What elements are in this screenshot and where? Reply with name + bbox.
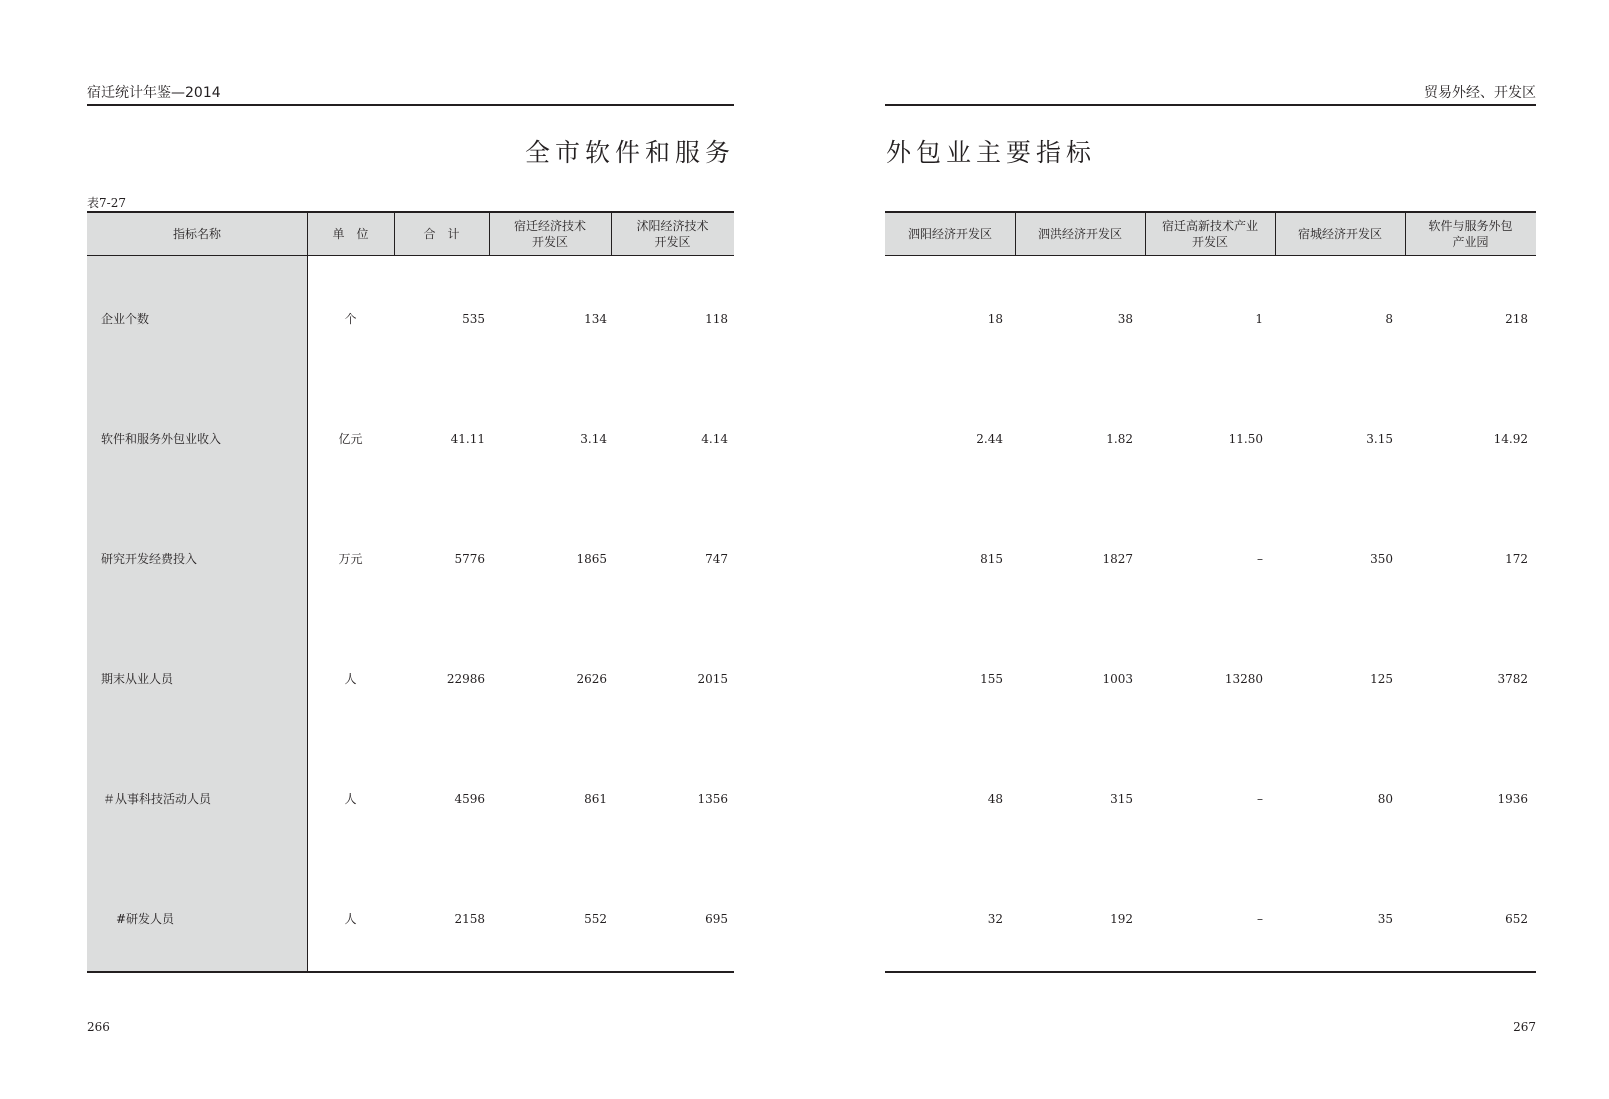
cell-total: 2158	[454, 912, 485, 926]
cell-sihong: 1827	[1102, 552, 1133, 566]
cell-shuyang-etdz: 747	[705, 552, 728, 566]
header-indicator: 指标名称	[172, 226, 221, 241]
cell-software-park: 172	[1505, 552, 1528, 566]
row-label-sci-tech-staff: ＃从事科技活动人员	[103, 792, 212, 806]
cell-suqian-hitech: –	[1257, 792, 1263, 806]
cell-software-park: 652	[1505, 912, 1528, 926]
cell-suqian-etdz: 134	[584, 312, 607, 326]
header-line: 宿迁经济技术	[513, 218, 586, 233]
cell-siyang: 48	[987, 792, 1003, 806]
cell-total: 5776	[454, 552, 485, 566]
row-label-revenue: 软件和服务外包业收入	[101, 432, 222, 446]
running-head-left: 宿迁统计年鉴—2014	[87, 85, 221, 101]
cell-total: 22986	[446, 672, 485, 686]
cell-unit: 人	[344, 912, 357, 926]
cell-unit: 亿元	[338, 432, 363, 446]
cell-unit: 万元	[338, 552, 363, 566]
header-shuyang-etdz	[611, 212, 734, 255]
cell-suqian-hitech: –	[1257, 552, 1263, 566]
row-label-employees: 期末从业人员	[101, 672, 174, 686]
cell-siyang: 18	[987, 312, 1003, 326]
table-bottom-rule-left	[87, 971, 734, 973]
cell-total: 41.11	[450, 432, 485, 446]
cell-shuyang-etdz: 1356	[697, 792, 728, 806]
cell-suqian-hitech: 11.50	[1228, 432, 1263, 446]
table-bottom-rule-right	[885, 971, 1536, 973]
header-sucheng: 宿城经济开发区	[1297, 226, 1382, 241]
cell-shuyang-etdz: 4.14	[701, 432, 728, 446]
header-line: 开发区	[531, 234, 568, 249]
cell-unit: 人	[344, 792, 357, 806]
cell-siyang: 815	[980, 552, 1003, 566]
cell-suqian-etdz: 861	[584, 792, 607, 806]
header-sihong: 泗洪经济开发区	[1037, 226, 1122, 241]
cell-total: 535	[462, 312, 485, 326]
cell-unit: 个	[344, 312, 357, 326]
cell-unit: 人	[344, 672, 357, 686]
header-total: 合 计	[423, 226, 460, 241]
cell-sucheng: 8	[1385, 312, 1393, 326]
table-number: 表7-27	[87, 196, 126, 210]
cell-suqian-hitech: 13280	[1224, 672, 1263, 686]
cell-suqian-etdz: 552	[584, 912, 607, 926]
row-label-rd-expenditure: 研究开发经费投入	[101, 552, 198, 566]
cell-suqian-etdz: 2626	[576, 672, 607, 686]
cell-software-park: 14.92	[1493, 432, 1528, 446]
header-line: 宿迁高新技术产业	[1161, 218, 1258, 233]
running-head-right: 贸易外经、开发区	[1424, 85, 1536, 101]
page-number-right: 267	[1513, 1020, 1536, 1034]
cell-sihong: 315	[1110, 792, 1133, 806]
cell-suqian-hitech: –	[1257, 912, 1263, 926]
page-number-left: 266	[87, 1020, 110, 1034]
header-line: 开发区	[654, 234, 691, 249]
cell-sucheng: 80	[1377, 792, 1393, 806]
cell-siyang: 2.44	[976, 432, 1003, 446]
cell-siyang: 155	[980, 672, 1003, 686]
cell-total: 4596	[454, 792, 485, 806]
header-software-park	[1405, 212, 1536, 255]
header-rule-right	[885, 104, 1536, 106]
cell-shuyang-etdz: 2015	[697, 672, 728, 686]
cell-shuyang-etdz: 695	[705, 912, 728, 926]
cell-suqian-etdz: 3.14	[580, 432, 607, 446]
header-siyang: 泗阳经济开发区	[907, 226, 992, 241]
header-line: 沭阳经济技术	[636, 218, 709, 233]
stub-column-background	[87, 256, 307, 971]
cell-software-park: 218	[1505, 312, 1528, 326]
cell-sihong: 1003	[1102, 672, 1133, 686]
title-left-part: 全市软件和服务	[524, 138, 735, 167]
cell-sucheng: 3.15	[1366, 432, 1393, 446]
cell-software-park: 3782	[1497, 672, 1528, 686]
header-line: 开发区	[1191, 234, 1228, 249]
header-bottom-rule-right	[885, 255, 1536, 256]
cell-suqian-hitech: 1	[1255, 312, 1263, 326]
row-label-rd-staff: #研发人员	[116, 912, 175, 926]
header-unit: 单 位	[332, 226, 369, 241]
cell-shuyang-etdz: 118	[705, 312, 728, 326]
header-suqian-hitech	[1145, 212, 1275, 255]
cell-sihong: 192	[1110, 912, 1133, 926]
cell-sucheng: 350	[1370, 552, 1393, 566]
cell-suqian-etdz: 1865	[576, 552, 607, 566]
row-label-enterprises: 企业个数	[101, 312, 150, 326]
cell-sucheng: 125	[1370, 672, 1393, 686]
cell-sucheng: 35	[1377, 912, 1393, 926]
cell-sihong: 1.82	[1106, 432, 1133, 446]
cell-software-park: 1936	[1497, 792, 1528, 806]
header-line: 软件与服务外包	[1428, 218, 1513, 233]
cell-siyang: 32	[987, 912, 1003, 926]
header-rule-left	[87, 104, 734, 106]
cell-sihong: 38	[1117, 312, 1133, 326]
title-right-part: 外包业主要指标	[886, 138, 1097, 167]
header-bottom-rule-left	[87, 255, 734, 256]
header-line: 产业园	[1452, 234, 1489, 249]
header-suqian-etdz	[489, 212, 611, 255]
